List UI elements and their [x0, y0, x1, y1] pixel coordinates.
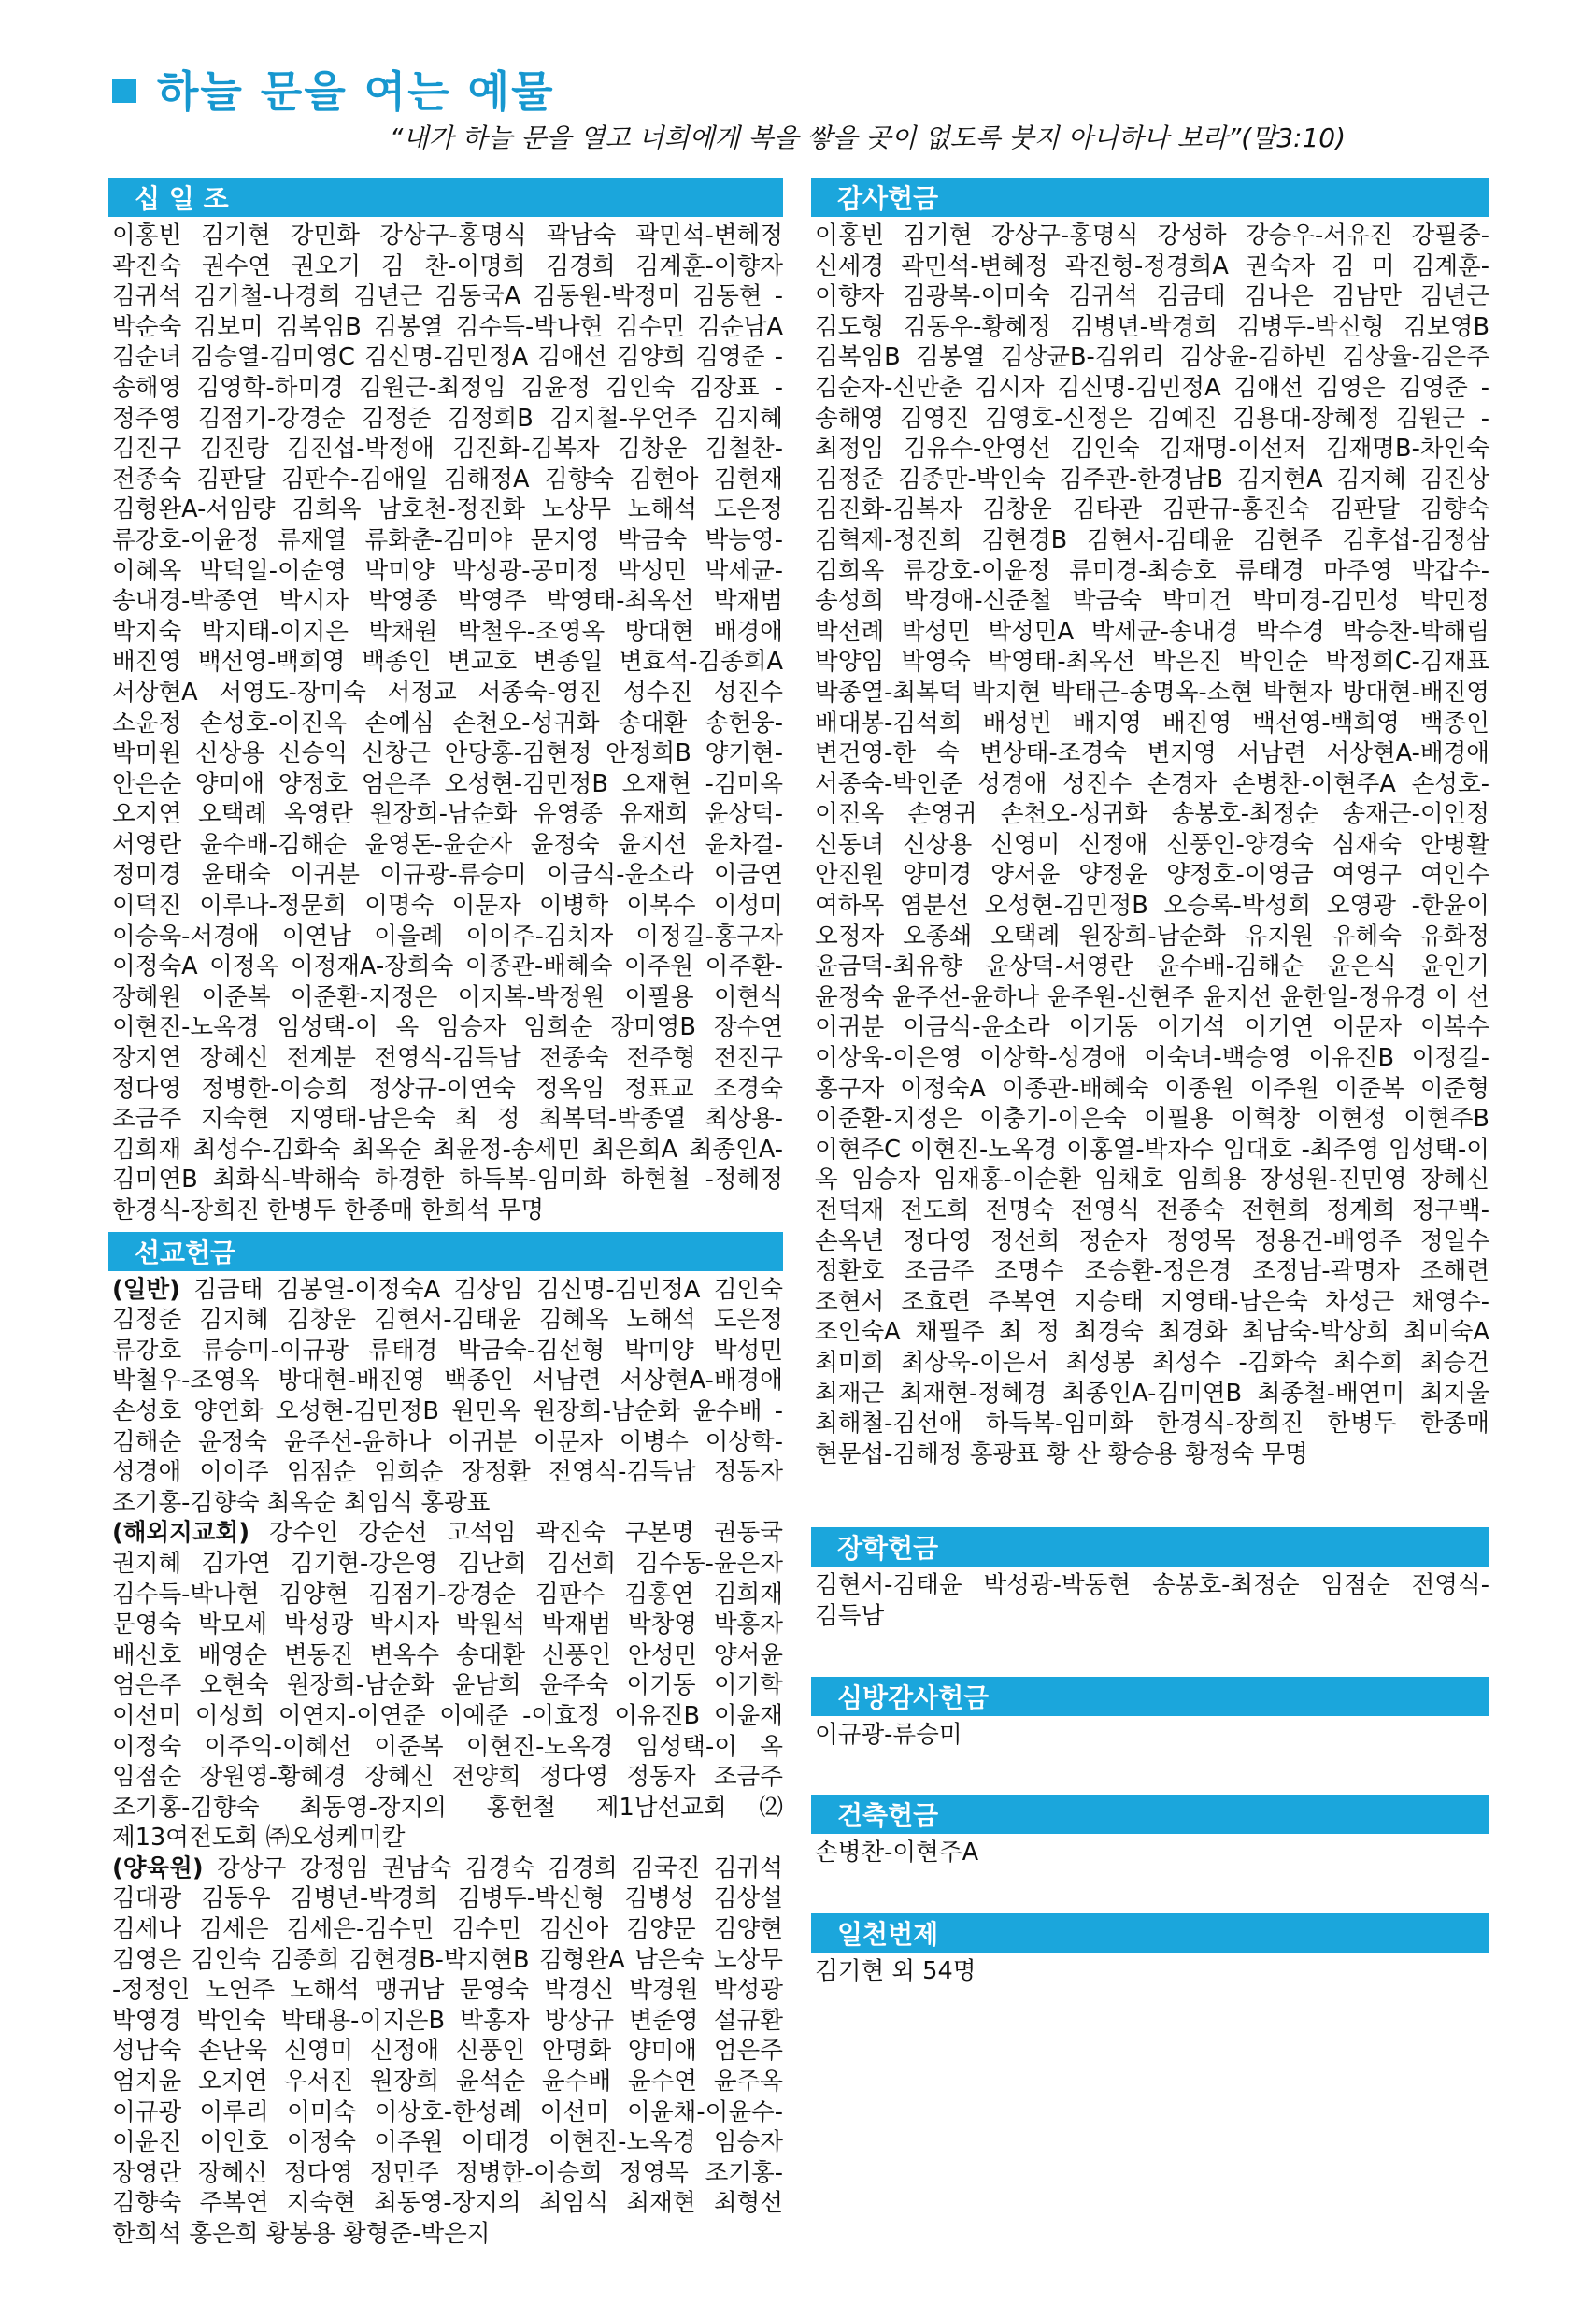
page-title: 하늘 문을 여는 예물	[157, 66, 555, 117]
building-names: 손병찬-이현주A	[815, 1839, 979, 1867]
thanks-section	[811, 178, 1489, 1475]
scripture-quote: “내가 하늘 문을 열고 너희에게 복을 쌓을 곳이 없도록 붓지 아니하나 보라”(말3:10)	[389, 122, 1346, 153]
visit-header: 심방감사헌금	[811, 1677, 1489, 1716]
mission-group-label: (해외지교회)	[112, 1519, 250, 1548]
section-spacer	[811, 1874, 1489, 1913]
visit-section	[811, 1677, 1489, 1756]
section-spacer	[811, 1755, 1489, 1795]
mission-section	[108, 1232, 783, 2255]
scholarship-header: 장학헌금	[811, 1527, 1489, 1567]
building-header: 건축헌금	[811, 1795, 1489, 1834]
section-spacer	[811, 1638, 1489, 1677]
right-column	[811, 178, 1489, 1992]
left-column	[108, 178, 783, 2255]
mission-header: 선교헌금	[108, 1232, 783, 1271]
ilcheon-section	[811, 1913, 1489, 1993]
scholarship-section	[811, 1527, 1489, 1637]
thanks-header: 감사헌금	[811, 178, 1489, 217]
scholarship-names: 김현서-김태윤 박성광-박동현 송봉호-최정순 임점순 전영식-김득남	[815, 1571, 1489, 1630]
thanks-names: 이홍빈 김기현 강상구-홍명식 강성하 강승우-서유진 강필중-신세경 곽민석-변혜정 곽진형-정경희A 권숙자 김 미 김계훈-이향자 김광복-이미숙 김귀석 김금태 김나은 김남만 김년근 김도형 김동우-황혜정 김병년-박경희 김병두-박신형 김보영B 김복임B 김봉열 김상균B-김위리 김상윤-김하빈 김상율-김은주 김순자-신만춘 김시자 김신명-김민정A 김애선 김영은 김영준 -송해영 김영진 김영호-신정은 김예진 김용대-장혜정 김원근 -최정임 김유수-안영선 김인숙 김재명-이선저 김재명B-차인숙 김정준 김종만-박인숙 김주관-한경남B 김지현A 김지혜 김진상 김진화-김복자 김창운 김타관 김판규-홍진숙 김판달 김향숙 김혁제-정진희 김현경B 김현서-김태윤 김현주 김후섭-김정삼 김희옥 류강호-이윤정 류미경-최승호 류태경 마주영 박갑수-송성희 박경애-신준철 박금숙 박미건 박미경-김민성 박민정 박선례 박성민 박성민A 박세균-송내경 박수경 박승찬-박해림 박양임 박영숙 박영태-최옥선 박은진 박인순 박정희C-김재표 박종열-최복덕 박지현 박태근-송명옥-소현 박현자 방대현-배진영 배대봉-김석희 배성빈 배지영 배진영 백선영-백희영 백종인 변건영-한 숙 변상태-조경숙 변지영 서남련 서상현A-배경애 서종숙-박인준 성경애 성진수 손경자 손병찬-이현주A 손성호-이진옥 손영귀 손천오-성귀화 송봉호-최정순 송재근-이인정 신동녀 신상용 신영미 신정애 신풍인-양경숙 심재숙 안병활 안진원 양미경 양서윤 양정윤 양정호-이영금 여영구 여인수 여하목 염분선 오성현-김민정B 오승록-박성희 오영광 -한윤이 오정자 오종쇄 오택례 원장희-남순화 유지원 유혜숙 유화정 윤금덕-최유향 윤상덕-서영란 윤수배-김해순 윤은식 윤인기 윤정숙 윤주선-윤하나 윤주원-신현주 윤지선 윤한일-정유경 이 선 이귀분 이금식-윤소라 이기동 이기석 이기연 이문자 이복수 이상욱-이은영 이상학-성경애 이숙녀-백승영 이유진B 이정길-홍구자 이정숙A 이종관-배혜숙 이종원 이주원 이준복 이준형 이준환-지정은 이충기-이은숙 이필용 이혁창 이현정 이현주B 이현주C 이현진-노옥경 이홍열-박자수 임대호 -최주영 임성택-이 옥 임승자 임재홍-이순환 임채호 임희용 장성원-진민영 장혜신 전덕재 전도희 전명숙 전영식 전종숙 전현희 정계희 정구백-손옥년 정다영 정선희 정순자 정영목 정용건-배영주 정일수 정환호 조금주 조명수 조승환-정은경 조정남-곽명자 조해련 조현서 조효련 주복연 지승태 지영태-남은숙 차성근 채영수-조인숙A 채필주 최 정 최경숙 최경화 최남숙-박상희 최미숙A 최미희 최상욱-이은서 최성봉 최성수 -김화숙 최수희 최승건 최재근 최재현-정혜경 최종인A-김미연B 최종철-배연미 최지울 최해철-김선애 하득복-임미화 한경식-장희진 한병두 한종매 현문섭-김해정 홍광표 황 산 황승용 황정숙 무명	[815, 222, 1489, 1468]
section-spacer	[811, 1475, 1489, 1527]
page-title-row	[112, 58, 555, 120]
tithe-header: 십 일 조	[108, 178, 783, 217]
tithe-names: 이홍빈 김기현 강민화 강상구-홍명식 곽남숙 곽민석-변혜정 곽진숙 권수연 권오기 김 찬-이명희 김경희 김계훈-이향자 김귀석 김기철-나경희 김년근 김동국A 김동원-박정미 김동현 -박순숙 김보미 김복임B 김봉열 김수득-박나현 김수민 김순남A 김순녀 김승열-김미영C 김신명-김민정A 김애선 김양희 김영준 -송해영 김영학-하미경 김원근-최정임 김윤정 김인숙 김장표 -정주영 김점기-강경순 김정준 김정희B 김지철-우언주 김지혜 김진구 김진랑 김진섭-박정애 김진화-김복자 김창운 김철찬-전종숙 김판달 김판수-김애일 김해정A 김향숙 김현아 김현재 김형완A-서임량 김희옥 남호천-정진화 노상무 노해석 도은정 류강호-이윤정 류재열 류화춘-김미야 문지영 박금숙 박능영-이혜옥 박덕일-이순영 박미양 박성광-공미정 박성민 박세균-송내경-박종연 박시자 박영종 박영주 박영태-최옥선 박재범 박지숙 박지태-이지은 박채원 박철우-조영옥 방대현 배경애 배진영 백선영-백희영 백종인 변교호 변종일 변효석-김종희A 서상현A 서영도-장미숙 서정교 서종숙-영진 성수진 성진수 소윤정 손성호-이진옥 손예심 손천오-성귀화 송대환 송헌웅-박미원 신상용 신승익 신창근 안당홍-김현정 안정희B 양기현-안은순 양미애 양정호 엄은주 오성현-김민정B 오재현 -김미옥 오지연 오택례 옥영란 원장희-남순화 유영종 유재희 윤상덕-서영란 윤수배-김해순 윤영돈-윤순자 윤정숙 윤지선 윤차걸-정미경 윤태숙 이귀분 이규광-류승미 이금식-윤소라 이금연 이덕진 이루나-정문희 이명숙 이문자 이병학 이복수 이성미 이승욱-서경애 이연남 이을례 이이주-김치자 이정길-홍구자 이정숙A 이정옥 이정재A-장희숙 이종관-배혜숙 이주원 이주환-장혜원 이준복 이준환-지정은 이지복-박정원 이필용 이현식 이현진-노옥경 임성택-이 옥 임승자 임희순 장미영B 장수연 장지연 장혜신 전계분 전영식-김득남 전종숙 전주형 전진구 정다영 정병한-이승희 정상규-이연숙 정옥임 정표교 조경숙 조금주 지숙현 지영태-남은숙 최 정 최복덕-박종열 최상용-김희재 최성수-김화숙 최옥순 최윤정-송세민 최은희A 최종인A-김미연B 최화식-박해숙 하경한 하득복-임미화 하현철 -정혜정 한경식-장희진 한병두 한종매 한희석 무명	[112, 222, 783, 1224]
mission-group-names: 김금태 김봉열-이정숙A 김상임 김신명-김민정A 김인숙 김정준 김지혜 김창운 김현서-김태윤 김혜옥 노해석 도은정 류강호 류승미-이규광 류태경 박금숙-김선형 박미양 박성민 박철우-조영옥 방대현-배진영 백종인 서남련 서상현A-배경애 손성호 양연화 오성현-김민정B 원민옥 원장희-남순화 윤수배 -김해순 윤정숙 윤주선-윤하나 이귀분 이문자 이병수 이상학-성경애 이이주 임점순 임희순 장정환 전영식-김득남 정동자 조기홍-김향숙 최옥순 최임식 홍광표	[112, 1275, 783, 1517]
square-bullet-icon	[112, 79, 136, 103]
page-header	[112, 58, 555, 120]
mission-group-label: (일반)	[112, 1275, 180, 1304]
tithe-section	[108, 178, 783, 1232]
building-section	[811, 1795, 1489, 1874]
ilcheon-header: 일천번제	[811, 1913, 1489, 1953]
mission-names	[108, 1271, 783, 2255]
visit-names: 이규광-류승미	[815, 1720, 962, 1749]
mission-group-names: 강상구 강정임 권남숙 김경숙 김경희 김국진 김귀석 김대광 김동우 김병년-박경희 김병두-박신형 김병성 김상설 김세나 김세은 김세은-김수민 김수민 김신아 김양문 김양현 김영은 김인숙 김종희 김현경B-박지현B 김형완A 남은숙 노상무 -정정인 노연주 노해석 맹귀남 문영숙 박경신 박경원 박성광 박영경 박인숙 박태용-이지은B 박홍자 방상규 변준영 설규환 성남숙 손난욱 신영미 신정애 신풍인 안명화 양미애 엄은주 엄지윤 오지연 우서진 원장희 윤석순 윤수배 윤수연 윤주옥 이규광 이루리 이미숙 이상호-한성례 이선미 이윤채-이윤수-이윤진 이인호 이정숙 이주원 이태경 이현진-노옥경 임승자 장영란 장혜신 정다영 정민주 정병한-이승희 정영목 조기홍-김향숙 주복연 지숙현 최동영-장지의 최임식 최재현 최형선 한희석 홍은희 황봉용 황형준-박은지	[112, 1853, 783, 2248]
ilcheon-names: 김기현 외 54명	[815, 1956, 976, 1985]
mission-group-names: 강수인 강순선 고석임 곽진숙 구본명 권동국 권지혜 김가연 김기현-강은영 김난희 김선희 김수동-윤은자 김수득-박나현 김양현 김점기-강경순 김판수 김홍연 김희재 문영숙 박모세 박성광 박시자 박원석 박재범 박창영 박홍자 배신호 배영순 변동진 변옥수 송대환 신풍인 안성민 양서윤 엄은주 오현숙 원장희-남순화 윤남희 윤주숙 이기동 이기학 이선미 이성희 이연지-이연준 이예준 -이효정 이유진B 이윤재 이정숙 이주익-이혜선 이준복 이현진-노옥경 임성택-이 옥 임점순 장원영-황혜경 장혜신 전양희 정다영 정동자 조금주 조기홍-김향숙 최동영-장지의 홍헌철 제1남선교회⑵ 제13여전도회 ㈜오성케미칼	[112, 1519, 783, 1853]
mission-group-label: (양육원)	[112, 1853, 204, 1882]
